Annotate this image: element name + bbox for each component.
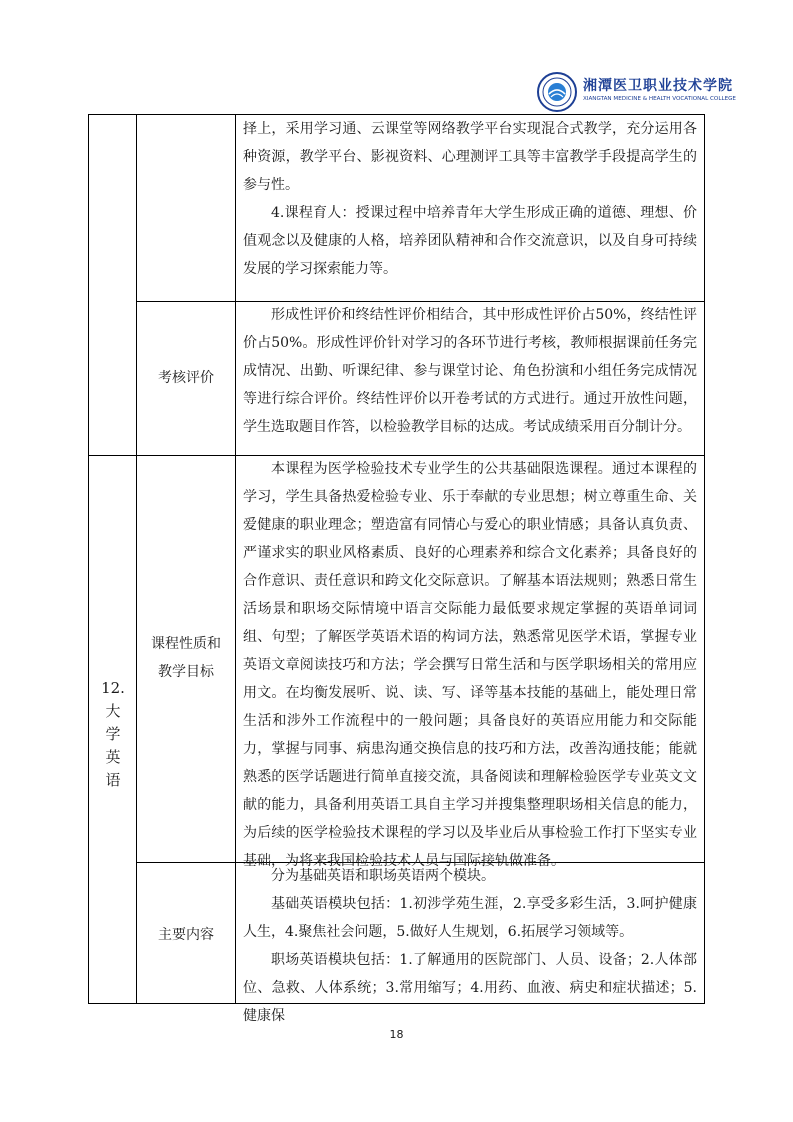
paragraph: 4.课程育人：授课过程中培养青年大学生形成正确的道德、理想、价值观念以及健康的人格，培养团队精神和合作交流意识，以及自身可持续发展的学习探索能力等。 (243, 205, 697, 277)
paragraph: 职场英语模块包括：1.了解通用的医院部门、人员、设备；2.人体部位、急救、人体系统；3.常用缩写；4.用药、血液、病史和症状描述；5.健康保 (243, 952, 697, 1024)
main-content-label: 主要内容 (158, 927, 214, 943)
course-number-cell (89, 677, 137, 792)
course-nature-cell (243, 455, 697, 875)
college-name: 湘潭医卫职业技术学院 (583, 78, 733, 94)
main-content-cell (243, 862, 697, 1030)
course-name-char: 英 (105, 748, 121, 766)
paragraph: 形成性评价和终结性评价相结合，其中形成性评价占50%，终结性评价占50%。形成性评价针对学习的各环节进行考核，教师根据课前任务完成情况、出勤、听课纪律、参与课堂讨论、角色扮演和小组任务完成情况等进行综合评价。终结性评价以开卷考试的方式进行。通过开放性问题，学生选取题目作答，以检验教学目标的达成。考试成绩采用百分制计分。 (243, 307, 697, 435)
paragraph: 基础英语模块包括：1.初涉学苑生涯，2.享受多彩生活，3.呵护健康人生，4.聚焦社会问题，5.做好人生规划，6.拓展学习领域等。 (243, 896, 697, 940)
course-nature-label (137, 630, 235, 686)
label-line: 课程性质和 (151, 636, 221, 652)
assessment-label: 考核评价 (158, 370, 214, 386)
course-number: 12. (101, 679, 125, 697)
paragraph: 择上，采用学习通、云课堂等网络教学平台实现混合式教学，充分运用各种资源，教学平台、影视资料、心理测评工具等丰富教学手段提高学生的参与性。 (243, 121, 697, 193)
course-table (88, 114, 705, 1024)
paragraph: 分为基础英语和职场英语两个模块。 (271, 868, 495, 884)
teaching-method-cell (243, 115, 697, 283)
college-english-name: XIANGTAN MEDICINE & HEALTH VOCATIONAL COLLEGE (583, 96, 736, 102)
course-name-char: 语 (105, 771, 121, 789)
page-number: 18 (389, 1028, 404, 1041)
paragraph: 本课程为医学检验技术专业学生的公共基础限选课程。通过本课程的学习，学生具备热爱检验专业、乐于奉献的专业思想；树立尊重生命、关爱健康的职业理念；塑造富有同情心与爱心的职业情感；具备认真负责、严谨求实的职业风格素质、良好的心理素养和综合文化素养；具备良好的合作意识、责任意识和跨文化交际意识。了解基本语法规则；熟悉日常生活场景和职场交际情境中语言交际能力最低要求规定掌握的英语单词词组、句型；了解医学英语术语的构词方法，熟悉常见医学术语，掌握专业英语文章阅读技巧和方法；学会撰写日常生活和与医学职场相关的常用应用文。在均衡发展听、说、读、写、译等基本技能的基础上，能处理日常生活和涉外工作流程中的一般问题；具备良好的英语应用能力和交际能力，掌握与同事、病患沟通交换信息的技巧和方法，改善沟通技能；能就熟悉的医学话题进行简单直接交流，具备阅读和理解检验医学专业英文文献的能力，具备利用英语工具自主学习并搜集整理职场相关信息的能力，为后续的医学检验技术课程的学习以及毕业后从事检验工作打下坚实专业基础，为将来我国检验技术人员与国际接轨做准备。 (243, 461, 697, 869)
college-emblem-icon (537, 72, 577, 112)
assessment-cell (243, 301, 697, 441)
label-line: 教学目标 (158, 664, 214, 680)
college-logo (537, 72, 752, 116)
course-name-char: 学 (105, 725, 121, 743)
course-name-char: 大 (105, 702, 121, 720)
